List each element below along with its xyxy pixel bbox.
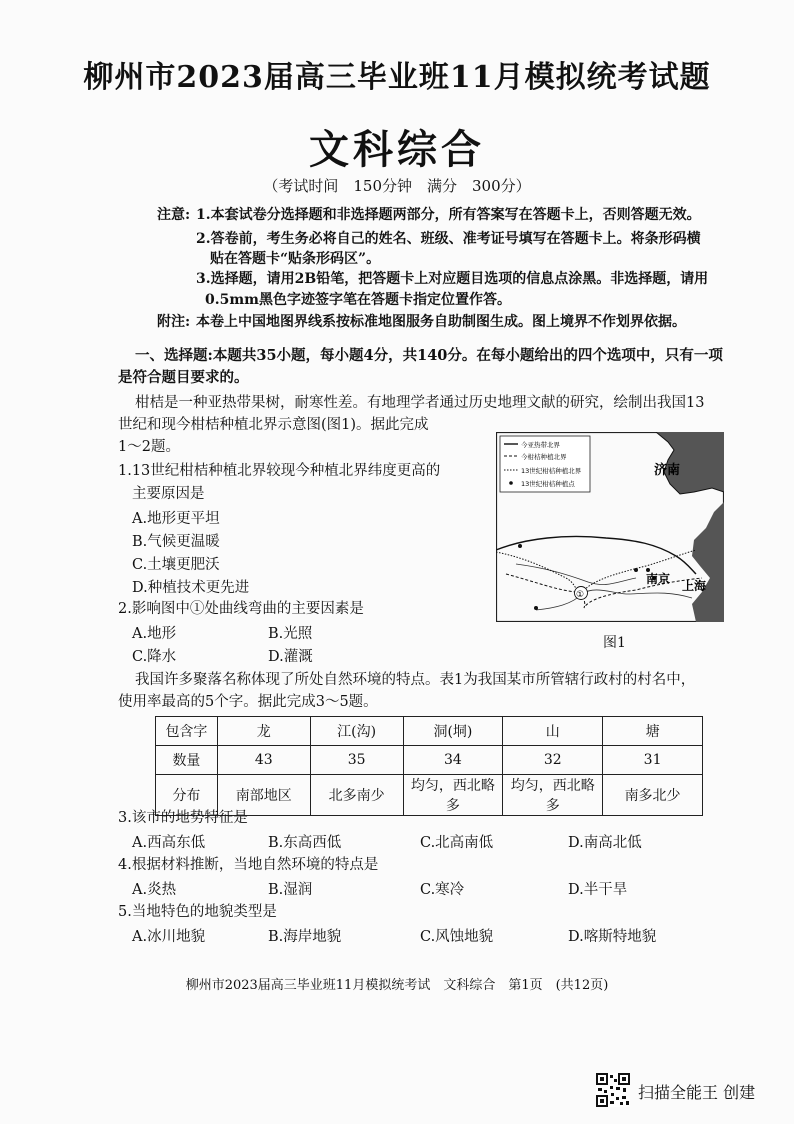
table-cell: 34 (403, 746, 503, 775)
table-cell: 南部地区 (217, 775, 310, 816)
section-heading-cont: 是符合题目要求的。 (118, 369, 249, 386)
table-cell: 均匀，西北略多 (403, 775, 503, 816)
q2-option-d: D.灌溉 (268, 649, 313, 665)
passage-2-line-2: 使用率最高的5个字。据此完成3～5题。 (118, 694, 378, 710)
q1-stem-cont: 主要原因是 (132, 486, 205, 502)
row-header: 数量 (156, 746, 218, 775)
table-cell: 塘 (603, 717, 703, 746)
q5-option-c: C.风蚀地貌 (420, 929, 494, 945)
q2-option-c: C.降水 (132, 649, 177, 665)
passage-1-line-1: 柑桔是一种亚热带果树，耐寒性差。有地理学者通过历史地理文献的研究，绘制出我国13 (135, 395, 705, 411)
citrus-point (634, 568, 638, 572)
place-nanjing: 南京 (646, 572, 671, 586)
figure-caption: 图1 (603, 635, 626, 651)
passage-1-line-3: 1～2题。 (118, 439, 180, 455)
q4-option-c: C.寒冷 (420, 882, 465, 898)
table-cell: 南多北少 (603, 775, 703, 816)
table-cell: 山 (503, 717, 603, 746)
note-1: 1.本套试卷分选择题和非选择题两部分，所有答案写在答题卡上，否则答题无效。 (196, 207, 701, 223)
note-2: 2.答卷前，考生务必将自己的姓名、班级、准考证号填写在答题卡上。将条形码横 (196, 231, 701, 247)
table-cell: 均匀，西北略多 (503, 775, 603, 816)
q3-stem: 3.该市的地势特征是 (118, 810, 248, 826)
table-cell: 35 (310, 746, 403, 775)
note-2-cont: 贴在答题卡“贴条形码区”。 (210, 251, 381, 267)
row-header: 分布 (156, 775, 218, 816)
appendix-label: 附注: (157, 314, 191, 330)
note-3-cont: 0.5mm黑色字迹签字笔在答题卡指定位置作答。 (205, 292, 511, 308)
page-footer: 柳州市2023届高三毕业班11月模拟统考试 文科综合 第1页 (共12页) (185, 978, 609, 993)
q1-option-c: C.土壤更肥沃 (132, 557, 220, 573)
citrus-point (534, 606, 538, 610)
section-heading: 一、选择题:本题共35小题，每小题4分，共140分。在每小题给出的四个选项中，只有一项 (135, 347, 723, 364)
exam-info: （考试时间 150分钟 满分 300分） (263, 177, 531, 195)
q4-option-b: B.湿润 (268, 882, 313, 898)
q1-stem: 1.13世纪柑桔种植北界较现今种植北界纬度更高的 (118, 463, 441, 479)
note-3: 3.选择题，请用2B铅笔，把答题卡上对应题目选项的信息点涂黑。非选择题，请用 (196, 271, 709, 287)
legend-1: 今亚热带北界 (521, 441, 560, 449)
legend-4: 13世纪柑桔种植点 (521, 480, 575, 488)
subject-title: 文科综合 (309, 126, 485, 173)
q2-option-b: B.光照 (268, 626, 313, 642)
q5-stem: 5.当地特色的地貌类型是 (118, 904, 277, 920)
q3-option-d: D.南高北低 (568, 835, 642, 851)
q5-option-d: D.喀斯特地貌 (568, 929, 657, 945)
q4-stem: 4.根据材料推断，当地自然环境的特点是 (118, 857, 379, 873)
q1-option-a: A.地形更平坦 (132, 511, 220, 527)
q4-option-a: A.炎热 (132, 882, 177, 898)
legend-3: 13世纪柑桔种植北界 (521, 467, 582, 475)
table-cell: 32 (503, 746, 603, 775)
scanner-watermark: 扫描全能王 创建 (638, 1083, 756, 1102)
q3-option-c: C.北高南低 (420, 835, 494, 851)
qr-code-icon (596, 1073, 630, 1107)
q2-stem: 2.影响图中①处曲线弯曲的主要因素是 (118, 601, 364, 617)
q5-option-a: A.冰川地貌 (132, 929, 206, 945)
passage-1-line-2: 世纪和现今柑桔种植北界示意图(图1)。据此完成 (118, 417, 429, 433)
table-cell: 43 (217, 746, 310, 775)
q2-option-a: A.地形 (132, 626, 177, 642)
legend-2: 今柑桔种植北界 (521, 453, 567, 461)
table-row-count (156, 746, 703, 775)
table-cell: 江(沟) (310, 717, 403, 746)
exam-title: 柳州市2023届高三毕业班11月模拟统考试题 (83, 60, 711, 95)
appendix-text: 本卷上中国地图界线系按标准地图服务自助制图生成。图上境界不作划界依据。 (196, 314, 686, 330)
place-shanghai: 上海 (682, 579, 707, 593)
q3-option-a: A.西高东低 (132, 835, 206, 851)
table-cell: 龙 (217, 717, 310, 746)
village-name-table (155, 716, 703, 816)
map-svg (496, 432, 724, 622)
table-cell: 31 (603, 746, 703, 775)
table-cell: 洞(垌) (403, 717, 503, 746)
citrus-point (518, 544, 522, 548)
row-header: 包含字 (156, 717, 218, 746)
table-row-char (156, 717, 703, 746)
q4-option-d: D.半干旱 (568, 882, 628, 898)
table-cell: 北多南少 (310, 775, 403, 816)
q3-option-b: B.东高西低 (268, 835, 342, 851)
passage-2-line-1: 我国许多聚落名称体现了所处自然环境的特点。表1为我国某市所管辖行政村的村名中， (135, 672, 696, 688)
map-marker-1: ① (576, 590, 585, 600)
q5-option-b: B.海岸地貌 (268, 929, 342, 945)
q1-option-b: B.气候更温暖 (132, 534, 220, 550)
map-figure (496, 432, 724, 622)
notes-label: 注意: (157, 207, 191, 223)
q1-option-d: D.种植技术更先进 (132, 580, 250, 596)
place-jinan: 济南 (654, 463, 681, 478)
